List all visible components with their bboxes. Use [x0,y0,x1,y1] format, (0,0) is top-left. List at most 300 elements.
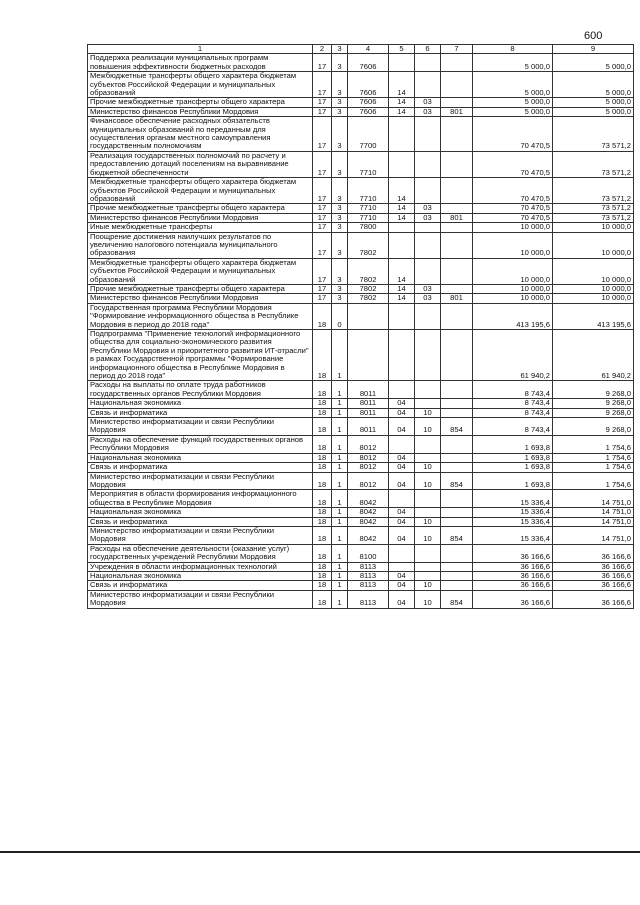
column-header: 4 [348,45,389,54]
razdel-code-cell: 18 [313,408,332,417]
name-cell: Учреждения в области информационных технологий [88,562,313,571]
subsection-cell: 03 [415,107,441,116]
amount-2018-cell: 73 571,2 [553,151,634,177]
amount-2017-cell: 8 743,4 [473,381,553,399]
name-cell: Государственная программа Республики Мордовия "Формирование информационного общества в Республике Мордовия в период до 2018 года" [88,303,313,329]
name-cell: Мероприятия в области формирования информационного общества в Республике Мордовия [88,490,313,508]
ministry-code-cell [441,399,473,408]
subsection-cell [415,178,441,204]
table-row [88,472,634,490]
subsection-cell [415,562,441,571]
table-row [88,435,634,453]
section-cell [389,232,415,258]
ministry-code-cell: 801 [441,107,473,116]
ministry-code-cell: 801 [441,294,473,303]
razdel-code-cell: 18 [313,453,332,462]
section-cell: 14 [389,98,415,107]
subsection-cell [415,399,441,408]
amount-2017-cell: 15 336,4 [473,508,553,517]
name-cell: Прочие межбюджетные трансферты общего характера [88,98,313,107]
amount-2018-cell: 10 000,0 [553,284,634,293]
section-cell: 04 [389,526,415,544]
razdel-code-cell: 18 [313,418,332,436]
razdel-code-cell: 18 [313,508,332,517]
subsection-cell [415,508,441,517]
column-header: 3 [332,45,348,54]
section-cell: 04 [389,463,415,472]
section-cell: 14 [389,204,415,213]
podrazdel-code-cell: 3 [332,258,348,284]
amount-2018-cell: 1 754,6 [553,435,634,453]
amount-2017-cell: 70 470,5 [473,151,553,177]
target-code-cell: 8012 [348,463,389,472]
razdel-code-cell: 18 [313,581,332,590]
section-cell [389,330,415,381]
podrazdel-code-cell: 3 [332,232,348,258]
podrazdel-code-cell: 1 [332,517,348,526]
amount-2018-cell: 14 751,0 [553,526,634,544]
ministry-code-cell: 854 [441,418,473,436]
amount-2018-cell: 61 940,2 [553,330,634,381]
column-header: 6 [415,45,441,54]
podrazdel-code-cell: 3 [332,213,348,222]
amount-2018-cell: 36 166,6 [553,562,634,571]
table-row [88,107,634,116]
table-row [88,294,634,303]
razdel-code-cell: 18 [313,544,332,562]
name-cell: Министерство информатизации и связи Республики Мордовия [88,472,313,490]
subsection-cell: 10 [415,517,441,526]
podrazdel-code-cell: 1 [332,418,348,436]
subsection-cell: 10 [415,590,441,608]
razdel-code-cell: 17 [313,151,332,177]
amount-2017-cell: 15 336,4 [473,526,553,544]
amount-2018-cell: 36 166,6 [553,544,634,562]
target-code-cell: 7802 [348,258,389,284]
amount-2018-cell: 36 166,6 [553,590,634,608]
name-cell: Связь и информатика [88,517,313,526]
name-cell: Связь и информатика [88,463,313,472]
target-code-cell: 8012 [348,472,389,490]
column-header: 2 [313,45,332,54]
ministry-code-cell [441,581,473,590]
podrazdel-code-cell: 3 [332,284,348,293]
table-row [88,232,634,258]
section-cell: 14 [389,258,415,284]
name-cell: Расходы на обеспечение деятельности (оказание услуг) государственных учреждений Республики Мордовия [88,544,313,562]
razdel-code-cell: 18 [313,490,332,508]
ministry-code-cell [441,463,473,472]
ministry-code-cell: 854 [441,526,473,544]
amount-2018-cell: 36 166,6 [553,571,634,580]
subsection-cell: 03 [415,204,441,213]
target-code-cell: 8042 [348,517,389,526]
ministry-code-cell [441,98,473,107]
table-row [88,330,634,381]
name-cell: Поддержка реализации муниципальных программ повышения эффективности бюджетных расходов [88,54,313,72]
razdel-code-cell: 17 [313,107,332,116]
podrazdel-code-cell: 3 [332,204,348,213]
section-cell: 04 [389,571,415,580]
amount-2017-cell: 1 693,8 [473,472,553,490]
section-cell: 14 [389,107,415,116]
ministry-code-cell [441,330,473,381]
table-row [88,453,634,462]
razdel-code-cell: 17 [313,204,332,213]
table-row [88,213,634,222]
razdel-code-cell: 18 [313,517,332,526]
target-code-cell: 7606 [348,54,389,72]
razdel-code-cell: 17 [313,98,332,107]
amount-2018-cell: 413 195,6 [553,303,634,329]
ministry-code-cell [441,72,473,98]
section-cell [389,117,415,152]
amount-2018-cell: 5 000,0 [553,54,634,72]
section-cell [389,381,415,399]
amount-2017-cell: 413 195,6 [473,303,553,329]
target-code-cell: 8011 [348,408,389,417]
name-cell: Финансовое обеспечение расходных обязательств муниципальных образований по переданным для осуществления органам местного самоуправления государственным полномочиям [88,117,313,152]
subsection-cell: 10 [415,581,441,590]
name-cell: Межбюджетные трансферты общего характера бюджетам субъектов Российской Федерации и муниципальных образований [88,72,313,98]
amount-2017-cell: 1 693,8 [473,453,553,462]
amount-2017-cell: 10 000,0 [473,223,553,232]
amount-2018-cell: 14 751,0 [553,517,634,526]
amount-2017-cell: 8 743,4 [473,399,553,408]
name-cell: Министерство информатизации и связи Республики Мордовия [88,526,313,544]
razdel-code-cell: 18 [313,399,332,408]
razdel-code-cell: 17 [313,232,332,258]
amount-2017-cell: 5 000,0 [473,107,553,116]
razdel-code-cell: 17 [313,294,332,303]
razdel-code-cell: 18 [313,472,332,490]
amount-2017-cell: 1 693,8 [473,463,553,472]
target-code-cell: 7710 [348,204,389,213]
subsection-cell: 03 [415,284,441,293]
target-code-cell: 7700 [348,117,389,152]
table-row [88,463,634,472]
subsection-cell: 10 [415,526,441,544]
ministry-code-cell [441,408,473,417]
razdel-code-cell: 17 [313,72,332,98]
podrazdel-code-cell: 3 [332,98,348,107]
podrazdel-code-cell: 1 [332,435,348,453]
subsection-cell [415,453,441,462]
column-header: 8 [473,45,553,54]
target-code-cell: 7606 [348,72,389,98]
target-code-cell: 8100 [348,544,389,562]
section-cell [389,544,415,562]
razdel-code-cell: 18 [313,571,332,580]
amount-2017-cell: 5 000,0 [473,98,553,107]
section-cell: 04 [389,581,415,590]
amount-2017-cell: 61 940,2 [473,330,553,381]
name-cell: Связь и информатика [88,408,313,417]
amount-2018-cell: 9 268,0 [553,418,634,436]
razdel-code-cell: 18 [313,435,332,453]
amount-2017-cell: 36 166,6 [473,562,553,571]
amount-2017-cell: 70 470,5 [473,117,553,152]
subsection-cell [415,435,441,453]
name-cell: Подпрограмма "Применение технологий информационного общества для социально-экономического развития Республики Мордовия и приоритетного развития ИТ-отрасли" в рамках Государственной программы "Формирование информационного общества в Республике Мордовия в период до 2018 года" [88,330,313,381]
podrazdel-code-cell: 3 [332,72,348,98]
amount-2017-cell: 36 166,6 [473,571,553,580]
amount-2018-cell: 10 000,0 [553,232,634,258]
podrazdel-code-cell: 1 [332,330,348,381]
target-code-cell: 7710 [348,151,389,177]
razdel-code-cell: 18 [313,562,332,571]
subsection-cell: 10 [415,408,441,417]
target-code-cell: 7710 [348,178,389,204]
table-row [88,72,634,98]
amount-2018-cell: 9 268,0 [553,408,634,417]
amount-2018-cell: 9 268,0 [553,381,634,399]
amount-2018-cell: 10 000,0 [553,223,634,232]
razdel-code-cell: 17 [313,284,332,293]
amount-2018-cell: 5 000,0 [553,107,634,116]
name-cell: Прочие межбюджетные трансферты общего характера [88,284,313,293]
target-code-cell [348,330,389,381]
ministry-code-cell [441,258,473,284]
razdel-code-cell: 17 [313,223,332,232]
subsection-cell [415,490,441,508]
column-header: 5 [389,45,415,54]
subsection-cell: 10 [415,418,441,436]
amount-2017-cell: 36 166,6 [473,590,553,608]
target-code-cell: 8011 [348,399,389,408]
subsection-cell: 10 [415,463,441,472]
ministry-code-cell [441,151,473,177]
section-cell: 14 [389,72,415,98]
target-code-cell: 7606 [348,98,389,107]
razdel-code-cell: 18 [313,463,332,472]
amount-2017-cell: 8 743,4 [473,408,553,417]
ministry-code-cell: 801 [441,213,473,222]
podrazdel-code-cell: 1 [332,544,348,562]
section-cell: 04 [389,590,415,608]
amount-2018-cell: 10 000,0 [553,258,634,284]
podrazdel-code-cell: 1 [332,381,348,399]
name-cell: Национальная экономика [88,453,313,462]
target-code-cell: 8011 [348,418,389,436]
column-header: 1 [88,45,313,54]
podrazdel-code-cell: 3 [332,151,348,177]
table-row [88,54,634,72]
podrazdel-code-cell: 1 [332,571,348,580]
ministry-code-cell [441,453,473,462]
name-cell: Связь и информатика [88,581,313,590]
table-row [88,258,634,284]
amount-2018-cell: 73 571,2 [553,178,634,204]
podrazdel-code-cell: 1 [332,581,348,590]
table-row [88,117,634,152]
razdel-code-cell: 17 [313,54,332,72]
amount-2017-cell: 70 470,5 [473,178,553,204]
target-code-cell: 7802 [348,284,389,293]
name-cell: Национальная экономика [88,508,313,517]
podrazdel-code-cell: 3 [332,294,348,303]
razdel-code-cell: 18 [313,590,332,608]
amount-2017-cell: 5 000,0 [473,54,553,72]
podrazdel-code-cell: 1 [332,590,348,608]
table-row [88,204,634,213]
table-row [88,418,634,436]
subsection-cell: 03 [415,294,441,303]
table-row [88,151,634,177]
table-header-row [88,45,634,54]
ministry-code-cell [441,54,473,72]
table-row [88,490,634,508]
name-cell: Министерство информатизации и связи Республики Мордовия [88,590,313,608]
razdel-code-cell: 17 [313,213,332,222]
ministry-code-cell [441,303,473,329]
section-cell: 04 [389,399,415,408]
table-row [88,571,634,580]
ministry-code-cell [441,571,473,580]
name-cell: Поощрение достижения наилучших результатов по увеличению налогового потенциала муниципального образования [88,232,313,258]
amount-2018-cell: 73 571,2 [553,213,634,222]
table-row [88,223,634,232]
razdel-code-cell: 17 [313,258,332,284]
amount-2018-cell: 36 166,6 [553,581,634,590]
podrazdel-code-cell: 0 [332,303,348,329]
amount-2017-cell: 10 000,0 [473,294,553,303]
name-cell: Иные межбюджетные трансферты [88,223,313,232]
amount-2017-cell: 10 000,0 [473,258,553,284]
ministry-code-cell [441,490,473,508]
section-cell: 04 [389,408,415,417]
table-row [88,399,634,408]
name-cell: Реализация государственных полномочий по расчету и предоставлению дотаций поселениям на выравнивание бюджетной обеспеченности [88,151,313,177]
podrazdel-code-cell: 1 [332,463,348,472]
amount-2018-cell: 1 754,6 [553,463,634,472]
target-code-cell: 8012 [348,453,389,462]
podrazdel-code-cell: 1 [332,472,348,490]
amount-2018-cell: 14 751,0 [553,490,634,508]
amount-2017-cell: 15 336,4 [473,517,553,526]
table-row [88,408,634,417]
table-row [88,544,634,562]
subsection-cell [415,258,441,284]
section-cell: 04 [389,517,415,526]
podrazdel-code-cell: 1 [332,562,348,571]
section-cell [389,490,415,508]
subsection-cell [415,232,441,258]
amount-2017-cell: 8 743,4 [473,418,553,436]
ministry-code-cell [441,284,473,293]
razdel-code-cell: 18 [313,526,332,544]
table-row [88,284,634,293]
target-code-cell: 7802 [348,294,389,303]
subsection-cell [415,303,441,329]
table-row [88,98,634,107]
razdel-code-cell: 17 [313,178,332,204]
name-cell: Министерство информатизации и связи Республики Мордовия [88,418,313,436]
podrazdel-code-cell: 3 [332,117,348,152]
table-row [88,381,634,399]
section-cell [389,303,415,329]
target-code-cell: 8042 [348,490,389,508]
section-cell [389,223,415,232]
podrazdel-code-cell: 1 [332,508,348,517]
ministry-code-cell [441,517,473,526]
target-code-cell: 7802 [348,232,389,258]
subsection-cell [415,571,441,580]
amount-2017-cell: 70 470,5 [473,204,553,213]
podrazdel-code-cell: 1 [332,408,348,417]
ministry-code-cell [441,508,473,517]
razdel-code-cell: 18 [313,330,332,381]
subsection-cell: 10 [415,472,441,490]
podrazdel-code-cell: 3 [332,107,348,116]
name-cell: Прочие межбюджетные трансферты общего характера [88,204,313,213]
amount-2017-cell: 15 336,4 [473,490,553,508]
amount-2018-cell: 5 000,0 [553,98,634,107]
target-code-cell: 8042 [348,526,389,544]
section-cell: 14 [389,213,415,222]
target-code-cell: 8012 [348,435,389,453]
target-code-cell [348,303,389,329]
target-code-cell: 8113 [348,571,389,580]
ministry-code-cell [441,204,473,213]
name-cell: Межбюджетные трансферты общего характера бюджетам субъектов Российской Федерации и муниципальных образований [88,258,313,284]
section-cell: 14 [389,294,415,303]
ministry-code-cell: 854 [441,472,473,490]
amount-2018-cell: 5 000,0 [553,72,634,98]
subsection-cell [415,381,441,399]
amount-2017-cell: 36 166,6 [473,544,553,562]
name-cell: Национальная экономика [88,399,313,408]
subsection-cell [415,223,441,232]
name-cell: Межбюджетные трансферты общего характера бюджетам субъектов Российской Федерации и муниципальных образований [88,178,313,204]
target-code-cell: 7800 [348,223,389,232]
amount-2017-cell: 5 000,0 [473,72,553,98]
razdel-code-cell: 18 [313,381,332,399]
subsection-cell [415,330,441,381]
target-code-cell: 8011 [348,381,389,399]
podrazdel-code-cell: 1 [332,399,348,408]
table-row [88,508,634,517]
name-cell: Национальная экономика [88,571,313,580]
section-cell [389,151,415,177]
section-cell: 14 [389,178,415,204]
target-code-cell: 8113 [348,581,389,590]
ministry-code-cell [441,562,473,571]
amount-2018-cell: 10 000,0 [553,294,634,303]
name-cell: Расходы на обеспечение функций государственных органов Республики Мордовия [88,435,313,453]
section-cell: 04 [389,472,415,490]
table-row [88,526,634,544]
table-row [88,517,634,526]
name-cell: Расходы на выплаты по оплате труда работников государственных органов Республики Мордовия [88,381,313,399]
ministry-code-cell [441,435,473,453]
subsection-cell [415,151,441,177]
ministry-code-cell: 854 [441,590,473,608]
section-cell: 04 [389,508,415,517]
podrazdel-code-cell: 3 [332,223,348,232]
section-cell: 04 [389,418,415,436]
podrazdel-code-cell: 1 [332,490,348,508]
target-code-cell: 8113 [348,562,389,571]
table-row [88,581,634,590]
amount-2018-cell: 1 754,6 [553,453,634,462]
table-row [88,590,634,608]
target-code-cell: 7606 [348,107,389,116]
subsection-cell [415,54,441,72]
subsection-cell [415,544,441,562]
ministry-code-cell [441,117,473,152]
column-header: 7 [441,45,473,54]
